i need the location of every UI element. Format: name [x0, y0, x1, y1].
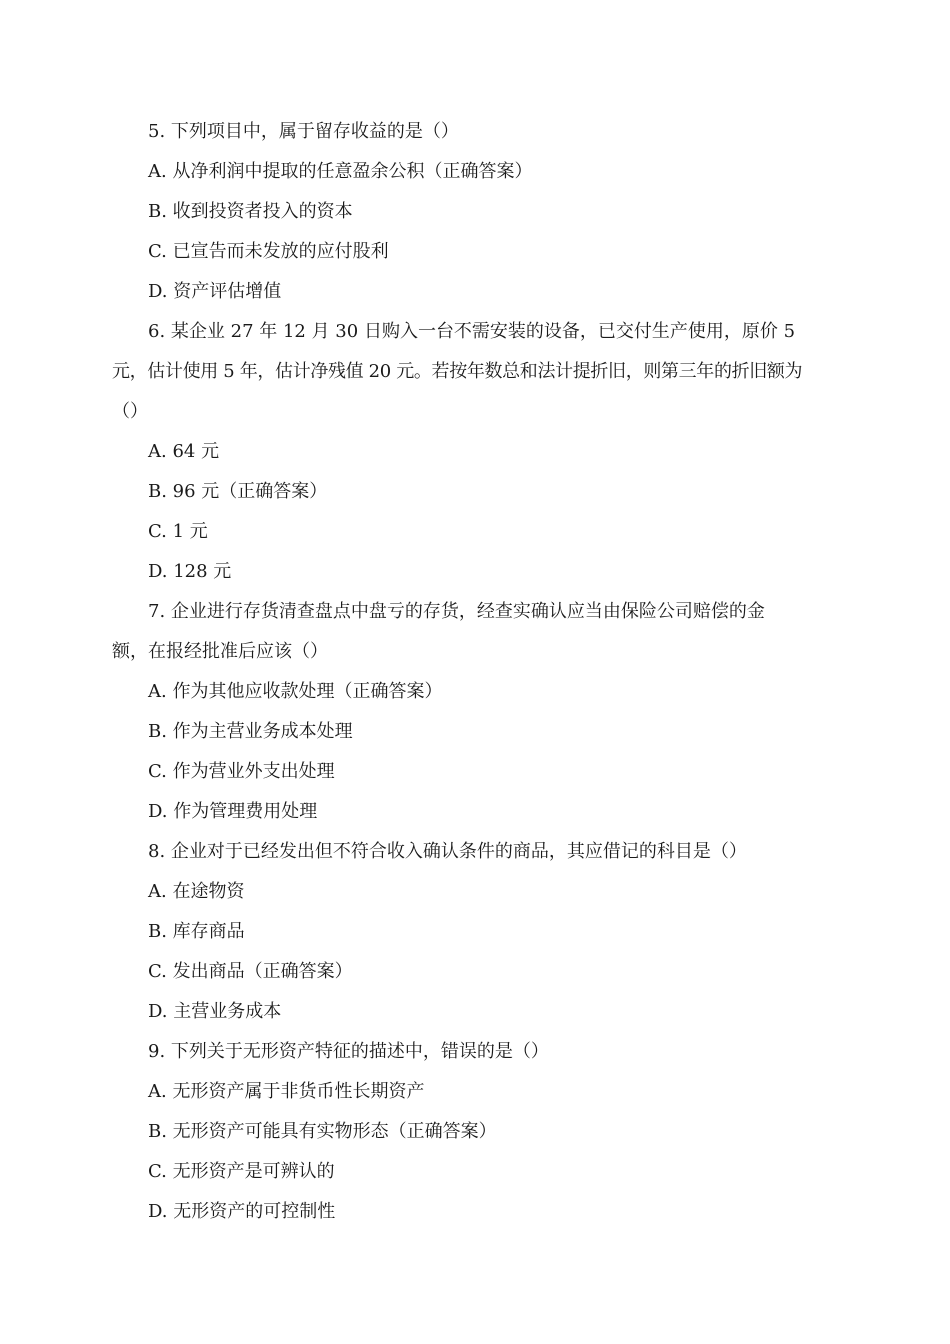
question-list	[112, 112, 844, 1232]
option-d: D. 无形资产的可控制性	[148, 1201, 336, 1222]
question-stem: 9. 下列关于无形资产特征的描述中，错误的是（）	[148, 1041, 549, 1062]
question-9	[112, 1032, 844, 1232]
question-stem-line-2: 元，估计使用 5 年，估计净残值 20 元。若按年数总和法计提折旧，则第三年的折旧额为	[112, 361, 803, 382]
question-stem-line-1: 6. 某企业 27 年 12 月 30 日购入一台不需安装的设备，已交付生产使用，原价 5	[148, 321, 796, 342]
option-d: D. 作为管理费用处理	[148, 801, 318, 822]
question-6	[112, 312, 844, 592]
option-b: B. 收到投资者投入的资本	[148, 201, 353, 222]
option-b: B. 库存商品	[148, 921, 245, 942]
option-d: D. 主营业务成本	[148, 1001, 282, 1022]
question-8	[112, 832, 844, 1032]
option-a: A. 从净利润中提取的任意盈余公积（正确答案）	[148, 161, 533, 182]
option-c: C. 无形资产是可辨认的	[148, 1161, 335, 1182]
question-stem	[112, 592, 844, 672]
question-stem	[112, 312, 844, 432]
option-c: C. 1 元	[148, 521, 208, 542]
question-7	[112, 592, 844, 832]
option-b: B. 作为主营业务成本处理	[148, 721, 353, 742]
question-5	[112, 112, 844, 312]
option-d: D. 资产评估增值	[148, 281, 282, 302]
question-stem-line-3: （）	[112, 401, 148, 422]
option-c: C. 发出商品（正确答案）	[148, 961, 353, 982]
option-c: C. 已宣告而未发放的应付股利	[148, 241, 389, 262]
option-b: B. 无形资产可能具有实物形态（正确答案）	[148, 1121, 497, 1142]
option-a: A. 在途物资	[148, 881, 245, 902]
question-stem-line-2: 额，在报经批准后应该（）	[112, 641, 328, 662]
option-d: D. 128 元	[148, 561, 232, 582]
option-a: A. 无形资产属于非货币性长期资产	[148, 1081, 425, 1102]
question-stem: 5. 下列项目中，属于留存收益的是（）	[148, 121, 459, 142]
question-stem: 8. 企业对于已经发出但不符合收入确认条件的商品，其应借记的科目是（）	[148, 841, 747, 862]
option-c: C. 作为营业外支出处理	[148, 761, 335, 782]
option-b: B. 96 元（正确答案）	[148, 481, 328, 502]
option-a: A. 64 元	[148, 441, 220, 462]
option-a: A. 作为其他应收款处理（正确答案）	[148, 681, 443, 702]
question-stem-line-1: 7. 企业进行存货清查盘点中盘亏的存货，经查实确认应当由保险公司赔偿的金	[148, 601, 765, 622]
